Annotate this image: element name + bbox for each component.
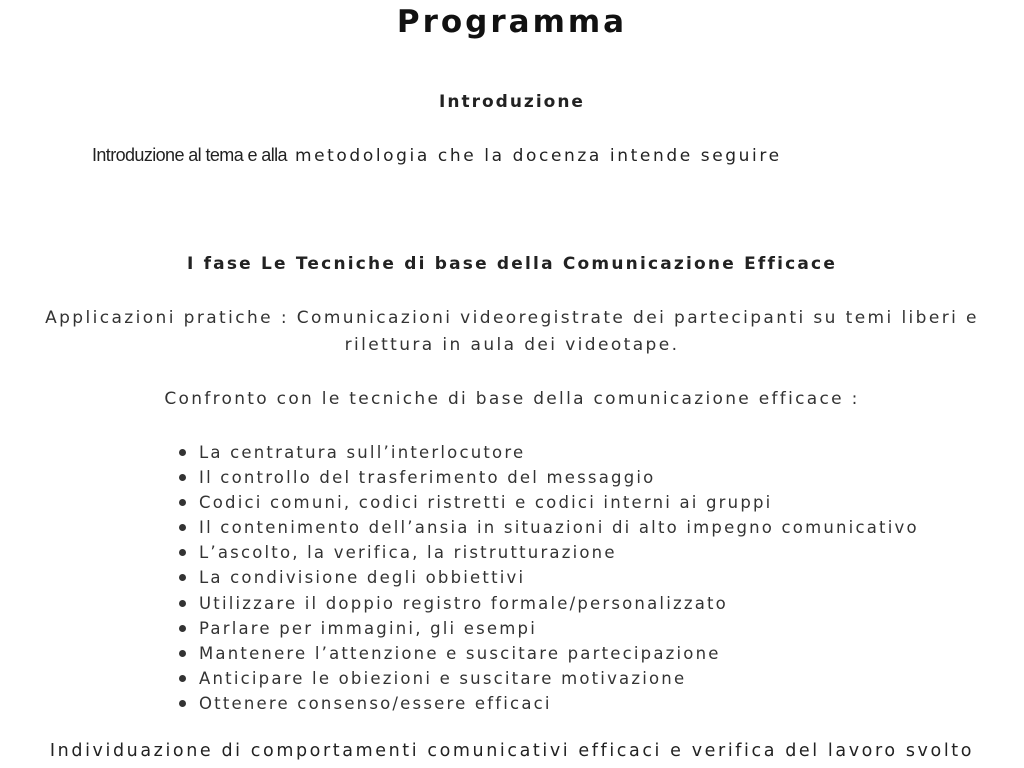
list-item [175, 616, 919, 641]
list-item [175, 641, 919, 666]
list-item [175, 565, 919, 590]
applications-paragraph-line1: Applicazioni pratiche : Comunicazioni videoregistrate dei partecipanti su temi liberi e [45, 308, 979, 328]
bullet-icon [179, 650, 186, 657]
bullet-icon [179, 600, 186, 607]
list-item-text: Anticipare le obiezioni e suscitare motivazione [199, 668, 687, 688]
bullet-icon [179, 524, 186, 531]
list-item [175, 691, 919, 716]
list-item [175, 515, 919, 540]
list-item-text: Mantenere l’attenzione e suscitare partecipazione [199, 643, 721, 663]
list-item [175, 440, 919, 465]
list-item-text: Parlare per immagini, gli esempi [199, 618, 538, 638]
list-item-text: L’ascolto, la verifica, la ristrutturazione [199, 543, 617, 563]
bullet-icon [179, 700, 186, 707]
list-item-text: Il controllo del trasferimento del messaggio [199, 468, 656, 488]
list-item-text: Utilizzare il doppio registro formale/personalizzato [199, 593, 728, 613]
bullet-icon [179, 675, 186, 682]
list-item-text: La centratura sull’interlocutore [199, 443, 526, 462]
list-item [175, 540, 919, 565]
list-item [175, 666, 919, 691]
list-item [175, 490, 919, 515]
introduction-heading: Introduzione [439, 92, 585, 112]
list-item-text: Codici comuni, codici ristretti e codici interni ai gruppi [199, 493, 773, 513]
closing-paragraph: Individuazione di comportamenti comunicativi efficaci e verifica del lavoro svolto [49, 741, 975, 761]
introduction-text-rest: metodologia che la docenza intende seguire [286, 146, 782, 166]
bullet-icon [179, 449, 186, 456]
bullet-icon [179, 574, 186, 581]
phase-heading: I fase Le Tecniche di base della Comunicazione Efficace [186, 254, 838, 274]
bullet-icon [179, 499, 186, 506]
introduction-text [92, 145, 782, 166]
list-item [175, 465, 919, 490]
comparison-paragraph: Confronto con le tecniche di base della comunicazione efficace : [164, 389, 860, 409]
list-item [175, 591, 919, 616]
applications-paragraph-line2: rilettura in aula dei videotape. [344, 335, 680, 355]
list-item-text: Il contenimento dell’ansia in situazioni di alto impegno comunicativo [199, 518, 919, 538]
bullet-icon [179, 549, 186, 556]
list-item-text: Ottenere consenso/essere efficaci [199, 693, 552, 713]
bullet-icon [179, 474, 186, 481]
bullet-icon [179, 625, 186, 632]
list-item-text: La condivisione degli obbiettivi [199, 568, 526, 588]
page-title: Programma [396, 4, 628, 40]
introduction-text-lead: Introduzione al tema e alla [92, 145, 287, 165]
technique-list [175, 440, 919, 716]
